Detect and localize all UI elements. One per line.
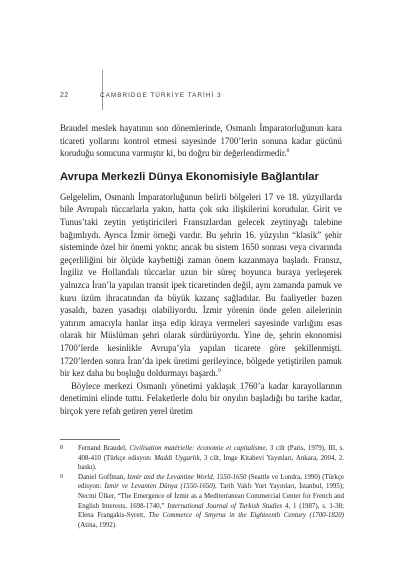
page-number: 22 [60,92,69,99]
footnote-segment: (Atina, 1992). [78,521,117,529]
header-divider [102,70,103,110]
footnote-segment: (Seattle ve Londra, 1990) (Türkçe edisyon: [78,473,344,491]
section-heading: Avrupa Merkezli Dünya Ekonomisiyle Bağlantılar [60,170,319,183]
footnote-segment: Daniel Goffman, [78,473,128,481]
footnote-8 [60,444,344,473]
footnote-title: Civilisation matérielle: économie et capitalisme [129,445,266,452]
footnote-ref-8[interactable]: 8 [286,148,290,155]
footnote-title: Maddi Uygarlık [154,454,200,462]
intro-text: Braudel meslek hayatının son dönemlerinde, Osmanlı İmparatorluğunun kara ticareti yollarını kontrol etmesi sayesinde 1700’lerin sonuna kadar gücünü koruduğu sonucuna varmıştır ki, bu doğru bir değerlendirmedir. [60,123,342,159]
paragraph-1-text: Gelgelelim, Osmanlı İmparatorluğunun belirli bölgeleri 17 ve 18. yüzyıllarda bile Avrupalı tüccarlarla yakın, hatta çok sıkı ilişkilerini korudular. Girit ve Tunus’taki zeytin yetiştiricileri Fransızlardan gelecek zeytinyağı talebine bağımlıydı. Ayrıca İzmir örneği vardır. Bu şehrin 16. yüzyılın “klasik” şehir sisteminde özel bir önemi yoktu; ancak bu sistem 1650 sonrası veya civarında geçerliliğini bir ölçüde kaybettiği zaman önem kazanmaya başladı. Fransız, İngiliz ve Hollandalı tüccarlar uzun bir süreç boyunca buraya yerleşerek yalnızca İran’la yapılan transit ipek ticaretinden değil, aynı zamanda pamuk ve kuru üzüm ihracatından da büyük kazanç sağladılar. Bu faaliyetler bazen yasaldı, bazen yasadışı olabiliyordu. İzmir yörenin önde gelen ailelerinin yatırım amacıyla hanlar inşa edip kiraya vermeleri sayesinde varlığını esas olarak bir Müslüman şehri olarak sürdürüyordu. Yine de, şehrin ekonomisi 1700’lerde kesinlikle Avrupa’yla yapılan ticarete göre şekillenmişti. 1720’lerden sonra İran’da ipek üretimi gerileyince, bölgede yetiştirilen pamuk bir kez daha bu boşluğu doldurmayı başardı. [60,191,342,379]
footnote-segment: 4, 1 (1987), s. 1-38; Elena Frangakis-Syrett, [78,502,344,520]
footnote-title: The Commerce of Smyrna in the Eighteenth Century (1700-1820) [148,512,344,520]
running-header [60,92,360,99]
footnote-title: Izmir and the Levantine World, 1550-1650 [127,473,247,481]
footnote-divider [60,439,120,440]
footnote-segment: Fernand Braudel, [78,445,130,452]
body-paragraph-1 [60,191,342,380]
footnote-text [78,444,344,473]
running-title: CAMBRIDGE TÜRKİYE TARİHİ 3 [100,92,222,99]
footnotes [60,444,344,530]
footnote-title: International Journal of Turkish Studies [167,502,283,510]
footnote-segment: , 3 cilt, İmge Kitabevi Yayınları, Ankara, 2004, 2. baskı). [78,454,345,472]
footnote-9 [60,473,344,531]
footnote-mark: 9 [60,473,63,480]
footnote-ref-9[interactable]: 9 [218,368,221,375]
paragraph-2-text: Böylece merkezi Osmanlı yönetimi yaklaşık 1760’a kadar karayollarının denetimini elinde tuttu. Felaketlerle dolu bir onyılın başladığı bu tarihe kadar, birçok yere refah getiren yerel üretim [60,380,342,416]
footnote-mark: 8 [60,445,63,451]
main-text [60,122,342,417]
intro-paragraph [60,122,342,160]
footnote-title: İzmir ve Levanten Dünya (1550-1650) [104,483,215,491]
footnote-segment: , 3 cilt (Paris, 1979), III, s. 408-410 (Türkçe edisyon: [78,445,344,462]
footnote-segment: , Tarih Vakfı Yurt Yayınları, İstanbul, 1995); Necmi Ülker, “The Emergence of İzmir as a Mediterranean Commercial Center for French and English Interests, 1698-1740,” [78,483,344,510]
body-paragraph-2 [60,380,342,418]
footnote-text [78,473,344,531]
